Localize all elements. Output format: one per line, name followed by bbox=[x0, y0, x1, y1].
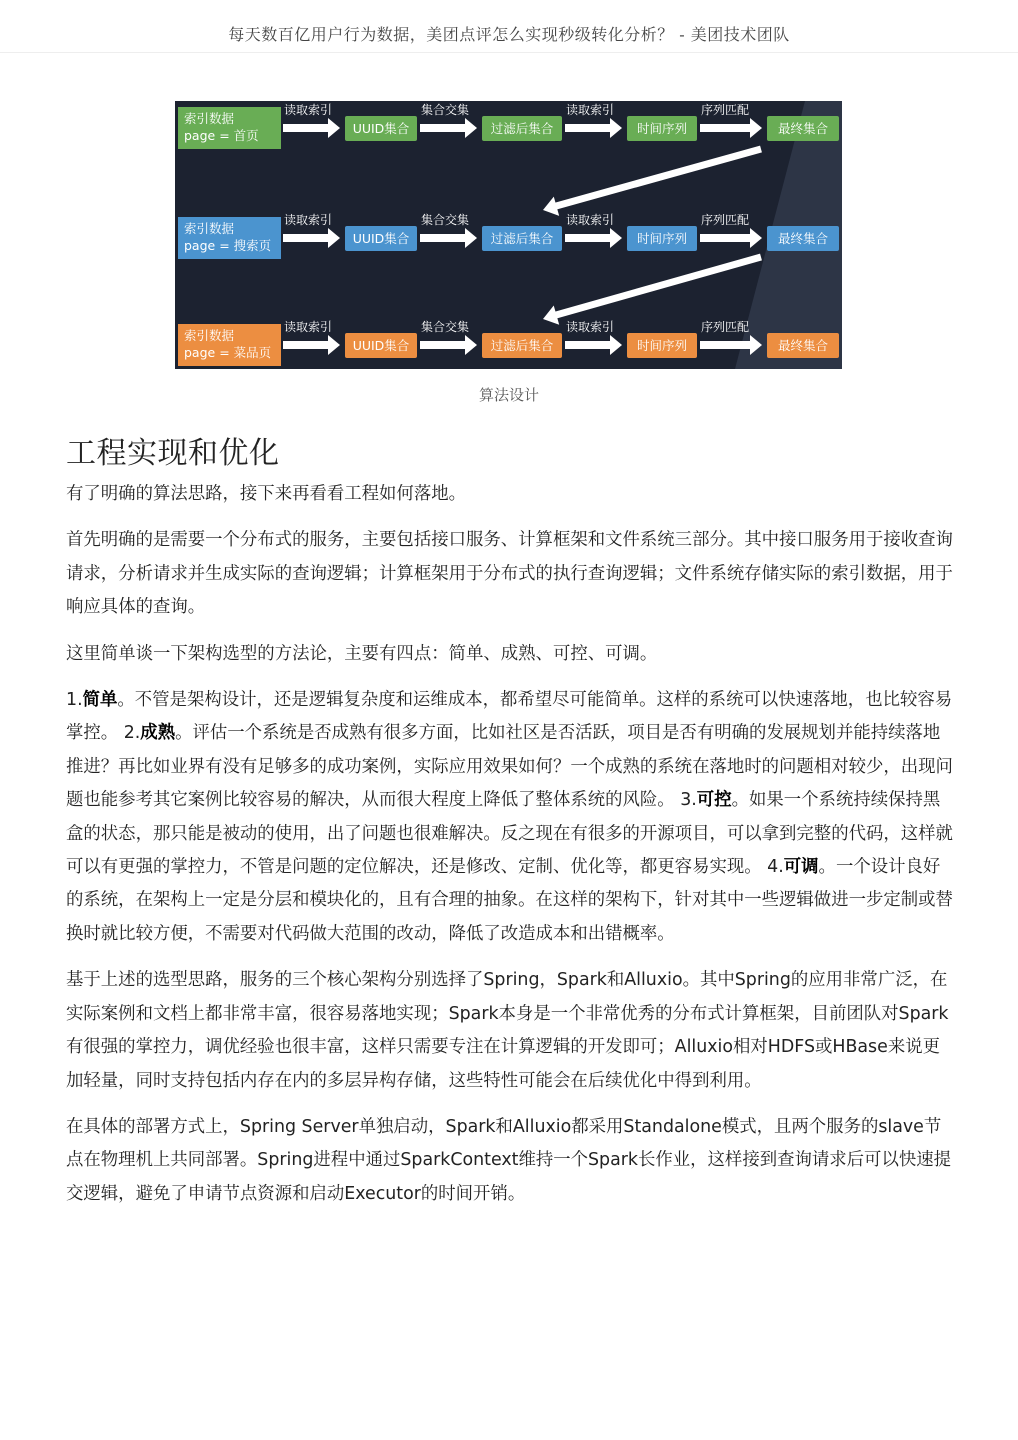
arrow-shaft bbox=[565, 341, 611, 349]
paragraph-intro: 有了明确的算法思路，接下来再看看工程如何落地。 bbox=[66, 484, 466, 504]
section-title: 工程实现和优化 bbox=[66, 436, 280, 471]
page-header: 每天数百亿用户行为数据，美团点评怎么实现秒级转化分析？ - 美团技术团队 bbox=[228, 25, 790, 44]
result-node-label: 最终集合 bbox=[777, 121, 829, 136]
operation-label: 序列匹配 bbox=[701, 213, 750, 227]
paragraph-architecture: 首先明确的是需要一个分布式的服务，主要包括接口服务、计算框架和文件系统三部分。其中接口服务用于接收查询请求，分析请求并生成实际的查询逻辑；计算框架用于分布式的执行查询逻辑；文件系统存储实际的索引数据，用于响应具体的查询。 bbox=[66, 530, 953, 618]
point-simple-text: 。不管是架构设计，还是逻辑复杂度和运维成本，都希望尽可能简单。这样的系统可以快速落地，也比较容易掌控。 2. bbox=[66, 690, 953, 744]
result-node-label: 过滤后集合 bbox=[490, 231, 554, 246]
point-adjustable: 可调 bbox=[783, 857, 819, 878]
paragraph-stack-choice: 基于上述的选型思路，服务的三个核心架构分别选择了Spring，Spark和Alluxio。其中Spring的应用非常广泛，在实际案例和文档上都非常丰富，很容易落地实现；Spark本身是一个非常优秀的分布式计算框架，目前团队对Spark有很强的掌控力，调优经验也很丰富，这样只需要专注在计算逻辑的开发即可；Alluxio相对HDFS或HBase来说更加轻量，同时支持包括内存在内的多层异构存储，这些特性可能会在后续优化中得到利用。 bbox=[66, 970, 949, 1091]
source-label: 索引数据 bbox=[184, 221, 235, 236]
source-page-label: page = 搜索页 bbox=[184, 238, 272, 253]
point-mature-text: 。评估一个系统是否成熟有很多方面，比如社区是否活跃，项目是否有明确的发展规划并能持续落地推进？再比如业界有没有足够多的成功案例，实际应用效果如何？一个成熟的系统在落地时的问题相对较少，出现问题也能参考其它案例比较容易的解决，从而很大程度上降低了整体系统的风险。 3. bbox=[66, 723, 953, 811]
source-page-label: page = 首页 bbox=[184, 128, 259, 143]
operation-label: 读取索引 bbox=[566, 213, 615, 227]
article-body bbox=[66, 478, 956, 1224]
arrow-shaft bbox=[420, 341, 466, 349]
paragraph-deployment: 在具体的部署方式上，Spring Server单独启动，Spark和Alluxio都采用Standalone模式，且两个服务的slave节点在物理机上共同部署。Spring进程中通过SparkContext维持一个Spark长作业，这样接到查询请求后可以快速提交逻辑，避免了申请节点资源和启动Executor的时间开销。 bbox=[66, 1116, 952, 1204]
point-controllable-text: 。如果一个系统持续保持黑盒的状态，那只能是被动的使用，出了问题也很难解决。反之现在有很多的开源项目，可以拿到完整的代码，这样就可以有更强的掌控力，不管是问题的定位解决，还是修改、定制、优化等，都更容易实现。 4. bbox=[66, 790, 953, 878]
operation-label: 序列匹配 bbox=[701, 320, 750, 334]
arrow-shaft bbox=[700, 341, 751, 349]
paragraph-methodology: 这里简单谈一下架构选型的方法论，主要有四点：简单、成熟、可控、可调。 bbox=[66, 643, 658, 664]
source-page-label: page = 菜品页 bbox=[184, 345, 272, 360]
figure-caption: 算法设计 bbox=[478, 386, 539, 404]
arrow-shaft bbox=[565, 234, 611, 242]
operation-label: 序列匹配 bbox=[701, 103, 750, 117]
result-node-label: 时间序列 bbox=[636, 231, 688, 246]
arrow-shaft bbox=[420, 234, 466, 242]
operation-label: 读取索引 bbox=[566, 103, 615, 117]
point-adjustable-text: 。一个设计良好的系统，在架构上一定是分层和模块化的，且有合理的抽象。在这样的架构下，针对其中一些逻辑做进一步定制或替换时就比较方便，不需要对代码做大范围的改动，降低了改造成本和出错概率。 bbox=[66, 857, 953, 944]
point-simple: 简单 bbox=[82, 690, 118, 711]
arrow-shaft bbox=[565, 124, 611, 132]
point-number: 1. bbox=[66, 690, 83, 711]
arrow-shaft bbox=[700, 234, 751, 242]
arrow-shaft bbox=[283, 124, 329, 132]
paragraph-four-points bbox=[66, 684, 956, 951]
result-node-label: UUID集合 bbox=[352, 121, 410, 136]
result-node-label: 最终集合 bbox=[777, 338, 829, 353]
source-label: 索引数据 bbox=[184, 328, 235, 343]
operation-label: 集合交集 bbox=[421, 320, 470, 334]
operation-label: 集合交集 bbox=[421, 103, 470, 117]
arrow-shaft bbox=[700, 124, 751, 132]
result-node-label: 过滤后集合 bbox=[490, 338, 554, 353]
arrow-shaft bbox=[283, 234, 329, 242]
result-node-label: 最终集合 bbox=[777, 231, 829, 246]
result-node-label: 时间序列 bbox=[636, 338, 688, 353]
result-node-label: 过滤后集合 bbox=[490, 121, 554, 136]
operation-label: 集合交集 bbox=[421, 213, 470, 227]
point-controllable: 可控 bbox=[696, 790, 732, 811]
result-node-label: UUID集合 bbox=[352, 231, 410, 246]
point-mature: 成熟 bbox=[140, 723, 176, 744]
result-node-label: 时间序列 bbox=[636, 121, 688, 136]
operation-label: 读取索引 bbox=[284, 320, 333, 334]
operation-label: 读取索引 bbox=[566, 320, 615, 334]
header-divider bbox=[0, 52, 1018, 53]
arrow-shaft bbox=[283, 341, 329, 349]
arrow-shaft bbox=[420, 124, 466, 132]
algorithm-diagram bbox=[175, 101, 842, 369]
operation-label: 读取索引 bbox=[284, 103, 333, 117]
source-label: 索引数据 bbox=[184, 111, 235, 126]
operation-label: 读取索引 bbox=[284, 213, 333, 227]
result-node-label: UUID集合 bbox=[352, 338, 410, 353]
